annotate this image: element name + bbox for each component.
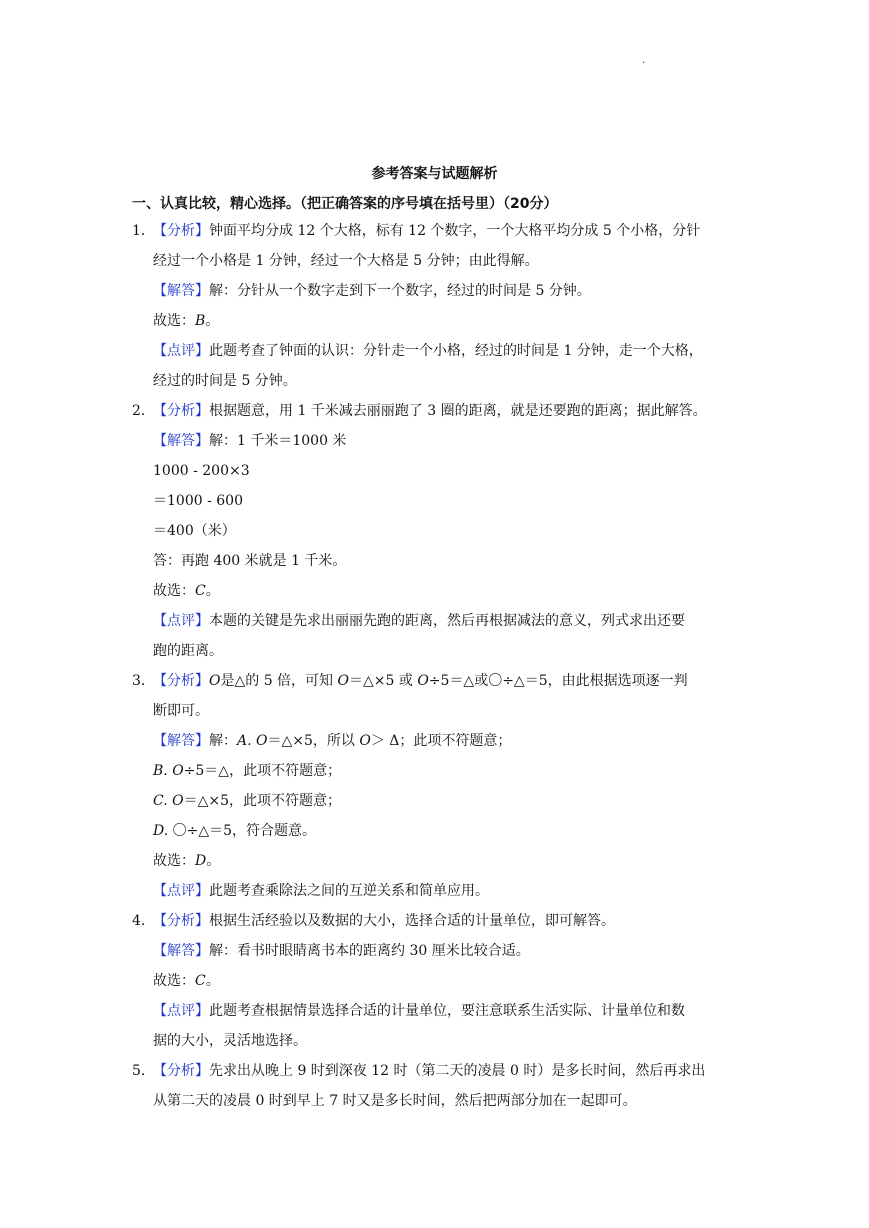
section-heading: 一、认真比较，精心选择。（把正确答案的序号填在括号里）（20分） [132,196,558,212]
q4-analysis-line [132,906,615,936]
circle-var: O [417,673,429,689]
q3-option-a: A. O [237,733,268,749]
q1-analysis-line-2: 经过一个小格是 1 分钟，经过一个大格是 5 分钟；由此得解。 [153,253,539,269]
q3-option-b: B. O [153,763,184,779]
circle-var: O [359,733,371,749]
comment-tag: 【点评】 [153,613,209,629]
analysis-tag: 【分析】 [153,673,209,689]
q1-comment-text: 此题考查了钟面的认识：分针走一个小格，经过的时间是 1 分钟，走一个大格， [209,343,703,359]
q5-analysis-text: 先求出从晚上 9 时到深夜 12 时（第二天的凌晨 0 时）是多长时间，然后再求出 [209,1063,706,1079]
circle-var: O [337,673,349,689]
q1-comment-line-2: 经过的时间是 5 分钟。 [153,373,297,389]
q1-number: 1． [132,223,155,239]
q2-number: 2． [132,403,155,419]
q4-comment-line-2: 据的大小，灵活地选择。 [153,1033,307,1049]
answer-tag: 【解答】 [153,943,209,959]
choice-suffix: 。 [206,853,221,869]
q2-answer-text: 解：1 千米＝1000 米 [209,433,347,449]
q5-analysis-line-2: 从第二天的凌晨 0 时到早上 7 时又是多长时间，然后把两部分加在一起即可。 [153,1093,637,1109]
q3-answer-text: 解： [209,733,237,749]
q5-number: 5． [132,1063,155,1079]
q3-option-c-line [153,786,341,816]
q3-option-b-line [153,756,341,786]
q2-analysis-text: 根据题意，用 1 千米减去丽丽跑了 3 圈的距离，就是还要跑的距离；据此解答。 [209,403,707,419]
choice-suffix: 。 [205,583,220,599]
q4-choice: C [195,973,206,989]
q2-calc-line-1: 1000 - 200×3 [153,463,250,479]
q3-analysis-line-2: 断即可。 [153,703,209,719]
q2-answer-line [153,426,346,456]
q3-comment-line [153,876,489,906]
q2-choice-line [153,576,220,606]
q4-comment-line [153,996,685,1026]
comment-tag: 【点评】 [153,343,209,359]
q3-option-d-text: 〇÷△＝5，符合题意。 [168,823,317,839]
q3-option-d-line [153,816,316,846]
choice-prefix: 故选： [153,583,195,599]
q3-option-c-text: ＝△×5，此项不符题意； [183,793,341,809]
answer-tag: 【解答】 [153,433,209,449]
q2-calc-line-2: ＝1000 - 600 [153,493,243,509]
circle-var: O [209,673,221,689]
q4-choice-line [153,966,220,996]
q1-analysis-line [132,216,700,246]
q4-answer-line [153,936,530,966]
q3-option-d: D. [153,823,169,839]
q3-comment-text: 此题考查乘除法之间的互逆关系和简单应用。 [209,883,489,899]
analysis-tag: 【分析】 [153,223,209,239]
q4-analysis-text: 根据生活经验以及数据的大小，选择合适的计量单位，即可解答。 [209,913,615,929]
choice-prefix: 故选： [153,853,195,869]
comment-tag: 【点评】 [153,1003,209,1019]
q2-choice: C [195,583,206,599]
q4-answer-text: 解：看书时眼睛离书本的距离约 30 厘米比较合适。 [209,943,530,959]
q4-comment-text: 此题考查根据情景选择合适的计量单位，要注意联系生活实际、计量单位和数 [209,1003,685,1019]
q3-analysis-line [132,666,688,696]
q3-option-b-text: ÷5＝△，此项不符题意； [183,763,342,779]
comment-tag: 【点评】 [153,883,209,899]
analysis-tag: 【分析】 [153,403,209,419]
q3-analysis-text: 是△的 5 倍，可知 [220,673,338,689]
q3-number: 3． [132,673,155,689]
choice-suffix: 。 [205,973,220,989]
q2-reply-line: 答：再跑 400 米就是 1 千米。 [153,553,347,569]
q4-number: 4． [132,913,155,929]
q3-analysis-text: ＝△×5 或 [349,673,418,689]
header-mark: · [642,58,646,69]
q2-comment-line [153,606,685,636]
choice-suffix: 。 [205,313,220,329]
analysis-tag: 【分析】 [153,913,209,929]
q2-analysis-line [132,396,707,426]
choice-prefix: 故选： [153,313,195,329]
q5-analysis-line [132,1056,705,1086]
q3-answer-text: ＞ Δ；此项不符题意； [370,733,512,749]
q1-answer-text: 解：分针从一个数字走到下一个数字，经过的时间是 5 分钟。 [209,283,591,299]
q1-analysis-text: 钟面平均分成 12 个大格，标有 12 个数字，一个大格平均分成 5 个小格，分针 [209,223,701,239]
analysis-tag: 【分析】 [153,1063,209,1079]
q2-comment-text: 本题的关键是先求出丽丽先跑的距离，然后再根据减法的意义，列式求出还要 [209,613,685,629]
q3-choice-line [153,846,220,876]
q3-answer-text: ＝△×5，所以 [267,733,360,749]
q3-option-c: C. O [153,793,184,809]
q1-choice: B [195,313,206,329]
answer-tag: 【解答】 [153,283,209,299]
q1-choice-line [153,306,219,336]
q3-answer-line [153,726,511,756]
choice-prefix: 故选： [153,973,195,989]
q2-calc-line-3: ＝400（米） [153,523,236,539]
page-title: 参考答案与试题解析 [371,166,498,182]
q3-analysis-text: ÷5＝△或〇÷△＝5，由此根据选项逐一判 [428,673,688,689]
q2-comment-line-2: 跑的距离。 [153,643,223,659]
q1-comment-line [153,336,703,366]
answer-tag: 【解答】 [153,733,209,749]
q3-choice: D [195,853,207,869]
q1-answer-line [153,276,591,306]
